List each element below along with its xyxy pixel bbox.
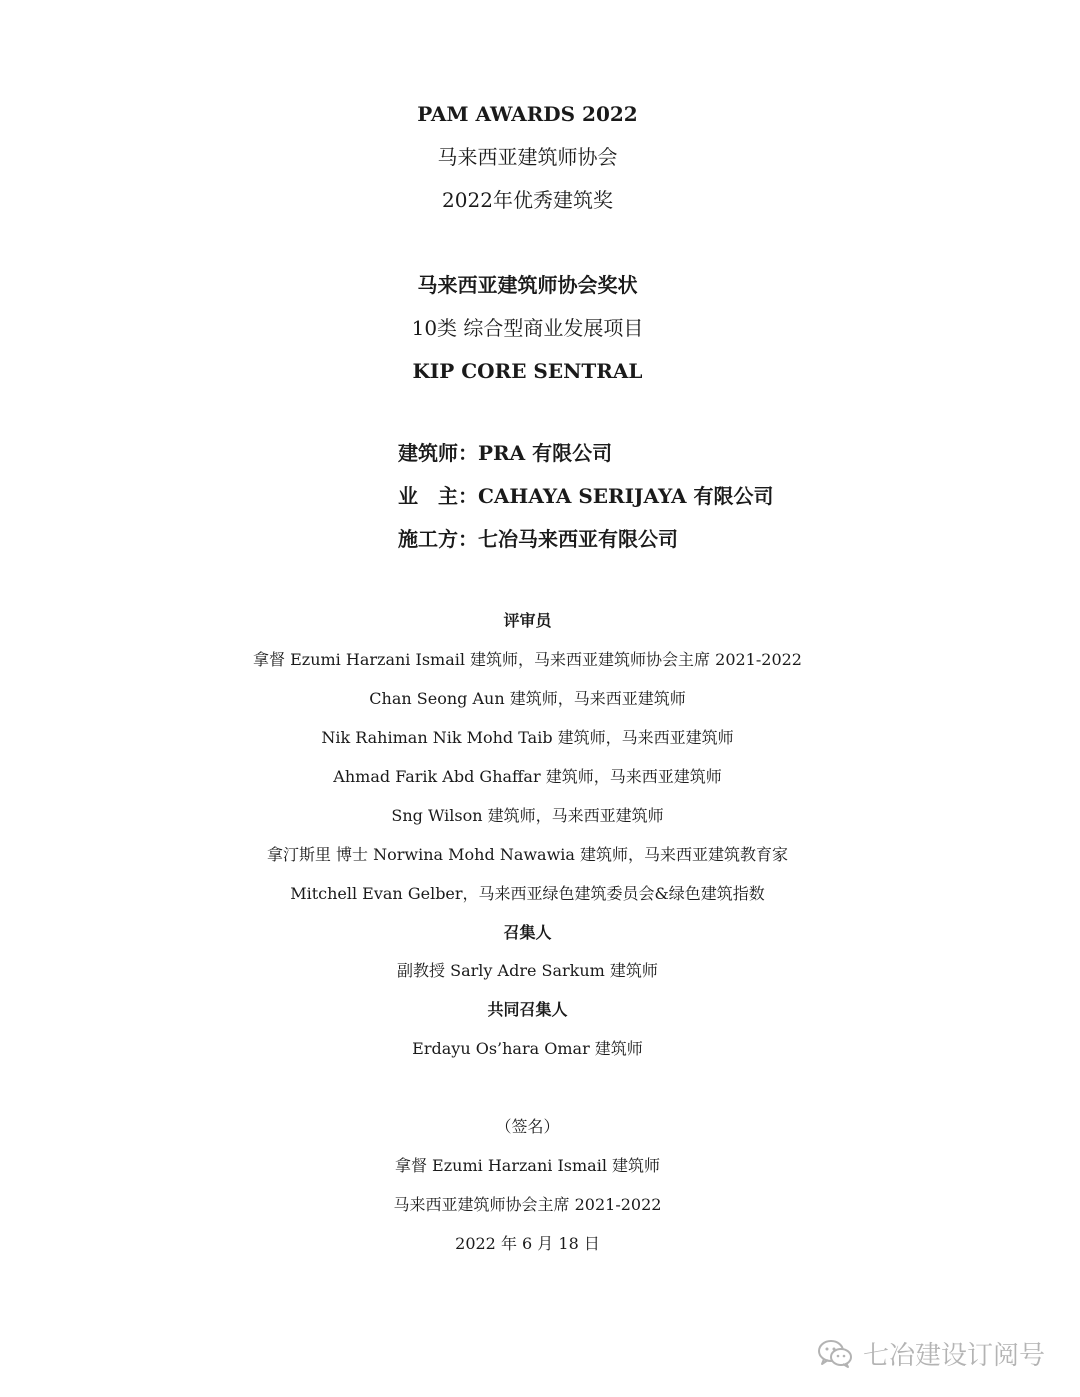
convener-name: 副教授 Sarly Adre Sarkum 建筑师: [397, 961, 658, 980]
jury-heading: 评审员: [503, 611, 552, 630]
contractor-value: 七冶马来西亚有限公司: [478, 527, 678, 551]
co-convener-name: Erdayu Os’hara Omar 建筑师: [412, 1039, 643, 1058]
architect-value: PRA 有限公司: [478, 441, 613, 465]
signatory-title: 马来西亚建筑师协会主席 2021-2022: [393, 1195, 662, 1214]
jury-member: Ahmad Farik Abd Ghaffar 建筑师，马来西亚建筑师: [333, 767, 722, 786]
award-name: 马来西亚建筑师协会奖状: [417, 273, 638, 297]
co-convener-heading: 共同召集人: [487, 1000, 568, 1019]
jury-member: 拿汀斯里 博士 Norwina Mohd Nawawia 建筑师，马来西亚建筑教育家: [266, 845, 789, 864]
architect-label: 建筑师：: [398, 441, 478, 465]
jury-member: 拿督 Ezumi Harzani Ismail 建筑师，马来西亚建筑师协会主席 2021-2022: [253, 650, 802, 669]
jury-member: Chan Seong Aun 建筑师，马来西亚建筑师: [369, 689, 686, 708]
award-year-title: 2022年优秀建筑奖: [442, 188, 613, 212]
owner-value: CAHAYA SERIJAYA 有限公司: [478, 484, 774, 508]
contractor-row: [398, 529, 678, 549]
jury-member: Nik Rahiman Nik Mohd Taib 建筑师，马来西亚建筑师: [321, 728, 734, 747]
owner-row: [398, 486, 773, 506]
organization-name: 马来西亚建筑师协会: [437, 145, 618, 169]
owner-label: 业 主：: [398, 484, 478, 508]
watermark: [817, 1335, 1045, 1372]
wechat-icon: [817, 1339, 853, 1369]
convener-heading: 召集人: [503, 923, 552, 942]
architect-row: [398, 443, 612, 463]
project-name: KIP CORE SENTRAL: [412, 359, 643, 383]
signature-mark: （签名）: [495, 1117, 560, 1136]
watermark-text: 七冶建设订阅号: [862, 1341, 1045, 1371]
jury-member: Sng Wilson 建筑师，马来西亚建筑师: [391, 806, 664, 825]
jury-member: Mitchell Evan Gelber，马来西亚绿色建筑委员会&绿色建筑指数: [290, 884, 765, 903]
award-category: 10类 综合型商业发展项目: [411, 316, 644, 340]
signature-date: 2022 年 6 月 18 日: [455, 1234, 600, 1253]
signatory-name: 拿督 Ezumi Harzani Ismail 建筑师: [394, 1156, 661, 1175]
award-title-en: PAM AWARDS 2022: [417, 102, 638, 126]
contractor-label: 施工方：: [398, 527, 478, 551]
